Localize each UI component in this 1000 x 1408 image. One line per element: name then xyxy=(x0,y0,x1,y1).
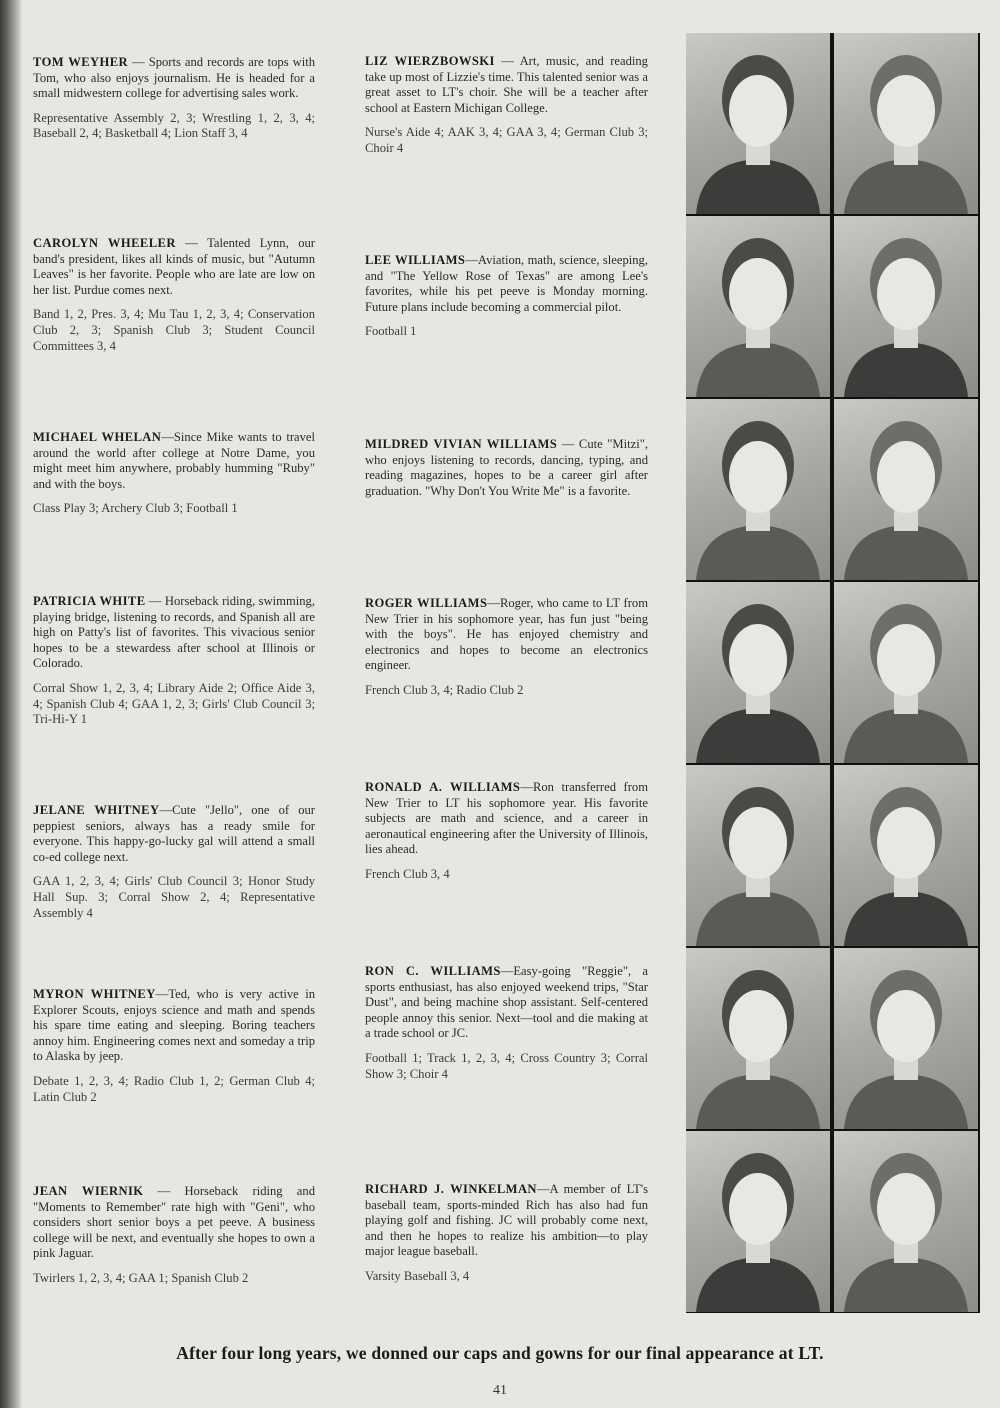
portrait-photo xyxy=(686,765,830,946)
senior-name: LEE WILLIAMS xyxy=(365,253,466,267)
portrait-photo xyxy=(686,1131,830,1312)
portrait-silhouette xyxy=(834,216,978,397)
portrait-photo xyxy=(834,765,978,946)
senior-name: RICHARD J. WINKELMAN xyxy=(365,1182,537,1196)
shoulders-shape xyxy=(844,1257,968,1312)
portrait-photo xyxy=(686,216,830,397)
senior-name: JELANE WHITNEY xyxy=(33,803,160,817)
face-shape xyxy=(877,258,935,330)
senior-entry xyxy=(365,54,648,157)
senior-entry xyxy=(365,964,648,1082)
face-shape xyxy=(729,807,787,879)
portrait-silhouette xyxy=(834,399,978,580)
senior-bio: —Aviation, math, science, sleeping, and "The Yellow Rose of Texas" are among Lee's favorites, while his pet peeve is Monday morning. Future plans include becoming a commercial pilot. xyxy=(365,253,648,314)
senior-activities: Class Play 3; Archery Club 3; Football 1 xyxy=(33,501,238,516)
face-shape xyxy=(729,624,787,696)
senior-activities: French Club 3, 4 xyxy=(365,866,450,881)
face-shape xyxy=(729,441,787,513)
shoulders-shape xyxy=(696,159,820,214)
face-shape xyxy=(877,75,935,147)
senior-activities: French Club 3, 4; Radio Club 2 xyxy=(365,682,524,697)
senior-entry xyxy=(33,430,315,517)
portrait-photo xyxy=(834,582,978,763)
senior-activities: Corral Show 1, 2, 3, 4; Library Aide 2; Office Aide 3, 4; Spanish Club 4; GAA 1, 2, 3; Girls' Club Council 3; Tri-Hi-Y 1 xyxy=(33,680,315,727)
senior-bio: — Talented Lynn, our band's president, likes all kinds of music, but "Autumn Leaves" is her favorite. People who are late are low on her list. Purdue comes next. xyxy=(33,236,315,297)
portrait-silhouette xyxy=(686,216,830,397)
senior-activities: Twirlers 1, 2, 3, 4; GAA 1; Spanish Club 2 xyxy=(33,1270,249,1285)
senior-entry xyxy=(33,594,315,728)
portrait-silhouette xyxy=(834,948,978,1129)
senior-bio: —Cute "Jello", one of our peppiest seniors, always has a ready smile for everyone. This happy-go-lucky gal will attend a small co-ed college next. xyxy=(33,803,315,864)
senior-activities: Football 1; Track 1, 2, 3, 4; Cross Country 3; Corral Show 3; Choir 4 xyxy=(365,1050,648,1081)
portrait-silhouette xyxy=(686,33,830,214)
senior-name: CAROLYN WHEELER xyxy=(33,236,176,250)
face-shape xyxy=(729,1173,787,1245)
senior-bio: — Horseback riding and "Moments to Remember" rate high with "Geni", who considers short senior boys a pet peeve. A business college will be next, and eventually she hopes to own a pink Jaguar. xyxy=(33,1184,315,1261)
senior-name: TOM WEYHER xyxy=(33,55,129,69)
senior-name: RONALD A. WILLIAMS xyxy=(365,780,521,794)
portrait-photo xyxy=(834,948,978,1129)
shoulders-shape xyxy=(844,342,968,397)
senior-bio: — Sports and records are tops with Tom, who also enjoys journalism. He is headed for a small midwestern college for advertising sales work. xyxy=(33,55,316,101)
senior-entry xyxy=(365,780,648,883)
shoulders-shape xyxy=(696,525,820,580)
senior-activities: Nurse's Aide 4; AAK 3, 4; GAA 3, 4; German Club 3; Choir 4 xyxy=(365,125,648,155)
senior-name: LIZ WIERZBOWSKI xyxy=(365,54,495,68)
senior-bio: —Since Mike wants to travel around the world after college at Notre Dame, you might meet him anywhere, probably humming "Ruby" and with the boys. xyxy=(33,430,315,491)
senior-name: RON C. WILLIAMS xyxy=(365,964,501,978)
senior-activities: Football 1 xyxy=(365,324,417,339)
face-shape xyxy=(729,258,787,330)
senior-name: PATRICIA WHITE xyxy=(33,594,146,608)
portrait-silhouette xyxy=(686,948,830,1129)
senior-bio: — Horseback riding, swimming, playing bridge, listening to records, and Spanish all are high on Patty's list of favorites. This vivacious senior hopes to be a stewardess after school at Illinois or Colorado. xyxy=(33,594,315,671)
page-caption: After four long years, we donned our caps and gowns for our final appearance at LT. xyxy=(176,1343,824,1363)
portrait-photo xyxy=(834,33,978,214)
senior-bio: — Art, music, and reading take up most of Lizzie's time. This talented senior was a great asset to LT's choir. She will be a teacher after school at Eastern Michigan College. xyxy=(365,54,648,115)
page-number: 41 xyxy=(493,1383,507,1398)
book-binding-shadow xyxy=(0,0,22,1408)
senior-bio: —Roger, who came to LT from New Trier in his sophomore year, has fun just "being with the boys". He has enjoyed chemistry and electronics and hopes to become an electronics engineer. xyxy=(365,596,648,673)
senior-bio: — Cute "Mitzi", who enjoys listening to records, dancing, typing, and reading magazines, hopes to be a career girl after graduation. "Why Don't You Write Me" is a favorite. xyxy=(365,437,648,498)
senior-bio: —Ron transferred from New Trier to LT his sophomore year. His favorite subjects are math and science, and a career in aeronautical engineering after the University of Illinois, lies ahead. xyxy=(365,780,649,857)
senior-entry xyxy=(365,1182,648,1285)
portrait-silhouette xyxy=(686,1131,830,1312)
portrait-silhouette xyxy=(834,765,978,946)
senior-activities: Debate 1, 2, 3, 4; Radio Club 1, 2; German Club 4; Latin Club 2 xyxy=(33,1073,315,1104)
senior-entry xyxy=(365,437,648,508)
senior-entry xyxy=(365,596,648,699)
portrait-silhouette xyxy=(834,582,978,763)
senior-entry xyxy=(33,55,315,142)
portrait-photo xyxy=(834,216,978,397)
senior-bio: —Ted, who is very active in Explorer Scouts, enjoys science and math and spends his spare time eating and sleeping. Boring teachers annoy him. Engineering comes next and someday a trip to Alaska by jeep. xyxy=(33,987,316,1064)
portrait-silhouette xyxy=(686,765,830,946)
senior-name: MICHAEL WHELAN xyxy=(33,430,162,444)
senior-entry xyxy=(33,987,315,1105)
portrait-silhouette xyxy=(834,1131,978,1312)
portrait-photo xyxy=(834,1131,978,1312)
portrait-photo xyxy=(686,33,830,214)
face-shape xyxy=(877,990,935,1062)
portrait-grid xyxy=(686,33,980,1313)
senior-name: MILDRED VIVIAN WILLIAMS xyxy=(365,437,558,451)
shoulders-shape xyxy=(696,342,820,397)
portrait-silhouette xyxy=(686,582,830,763)
shoulders-shape xyxy=(696,1074,820,1129)
senior-name: MYRON WHITNEY xyxy=(33,987,156,1001)
senior-entry xyxy=(33,1184,315,1287)
portrait-photo xyxy=(686,948,830,1129)
shoulders-shape xyxy=(696,891,820,946)
face-shape xyxy=(877,1173,935,1245)
senior-activities: Representative Assembly 2, 3; Wrestling 1, 2, 3, 4; Baseball 2, 4; Basketball 4; Lion Staff 3, 4 xyxy=(33,110,315,141)
face-shape xyxy=(729,75,787,147)
face-shape xyxy=(877,807,935,879)
senior-name: ROGER WILLIAMS xyxy=(365,596,488,610)
senior-activities: Band 1, 2, Pres. 3, 4; Mu Tau 1, 2, 3, 4; Conservation Club 2, 3; Spanish Club 3; Student Council Committees 3, 4 xyxy=(33,307,315,353)
shoulders-shape xyxy=(844,525,968,580)
shoulders-shape xyxy=(696,708,820,763)
senior-activities: GAA 1, 2, 3, 4; Girls' Club Council 3; Honor Study Hall Sup. 3; Corral Show 2, 4; Representative Assembly 4 xyxy=(33,874,315,920)
senior-entry xyxy=(33,236,315,354)
portrait-photo xyxy=(686,582,830,763)
shoulders-shape xyxy=(844,159,968,214)
shoulders-shape xyxy=(844,891,968,946)
face-shape xyxy=(877,624,935,696)
senior-activities: Varsity Baseball 3, 4 xyxy=(365,1268,470,1283)
senior-bio: —A member of LT's baseball team, sports-minded Rich has also had fun playing golf and fishing. JC will probably come next, and then he hopes to realize his ambition—to play major league baseball. xyxy=(365,1182,648,1259)
portrait-photo xyxy=(686,399,830,580)
senior-bio: —Easy-going "Reggie", a sports enthusiast, has also enjoyed weekend trips, "Star Dust", and being machine shop assistant. Self-centered people annoy this senior. Next—tool and die making at a trade school or JC. xyxy=(365,964,648,1041)
portrait-silhouette xyxy=(686,399,830,580)
face-shape xyxy=(729,990,787,1062)
shoulders-shape xyxy=(696,1257,820,1312)
face-shape xyxy=(877,441,935,513)
portrait-silhouette xyxy=(834,33,978,214)
portrait-photo xyxy=(834,399,978,580)
shoulders-shape xyxy=(844,708,968,763)
senior-entry xyxy=(365,253,648,340)
senior-entry xyxy=(33,803,315,921)
senior-name: JEAN WIERNIK xyxy=(33,1184,144,1198)
shoulders-shape xyxy=(844,1074,968,1129)
